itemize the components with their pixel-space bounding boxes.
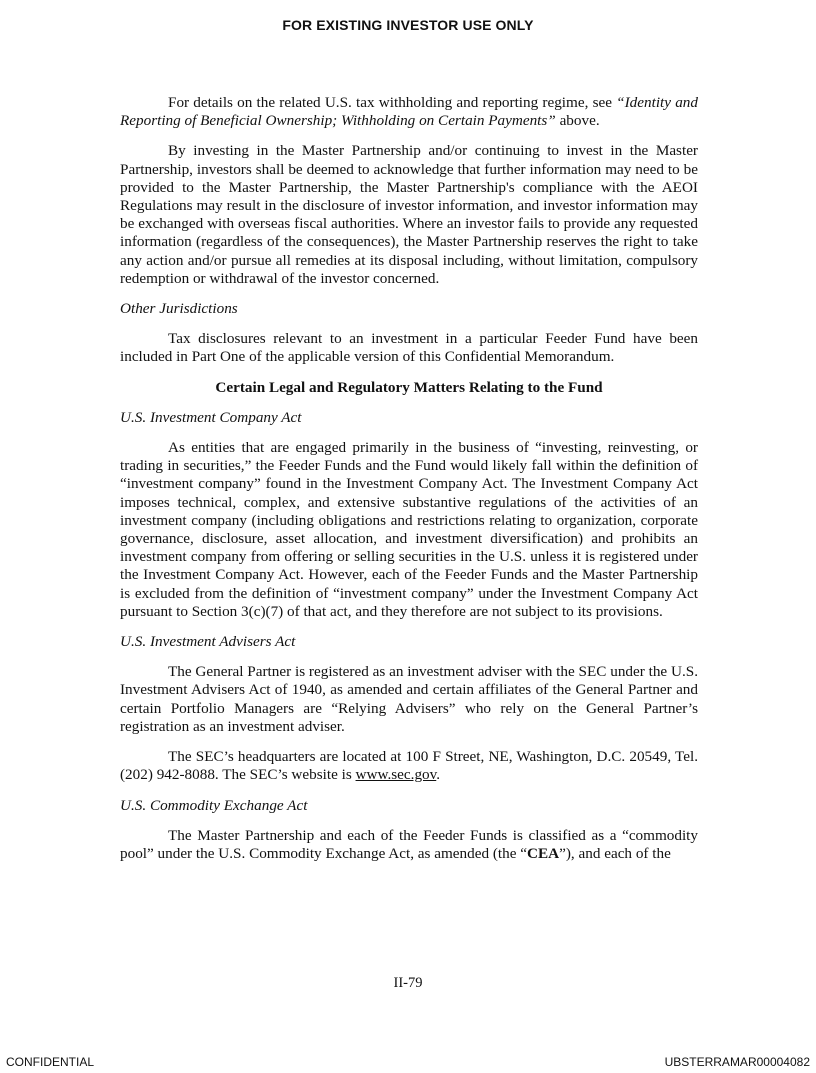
paragraph-investment-company-act: As entities that are engaged primarily in the business of “investing, reinvesting, or trading in securities,” the Feeder Funds and the Fund would likely fall within the definition of “investment company” found in the Investment Company Act. The Investment Company Act imposes technical, complex, and extensive substantive regulations of the activities of an investment company (including obligations and restrictions relating to organization, corporate governance, disclosure, asset allocation, and investment diversification) and prohibits an investment company from offering or selling securities in the U.S. unless it is registered under the Investment Company Act. However, each of the Feeder Funds and the Master Partnership is excluded from the definition of “investment company” under the Investment Company Act pursuant to Section 3(c)(7) of that act, and they therefore are not subject to its provisions.	[120, 439, 698, 620]
footer-bates-number: UBSTERRAMAR00004082	[664, 1055, 810, 1069]
paragraph-text: For details on the related U.S. tax withholding and reporting regime, see	[168, 94, 617, 111]
sec-website-link[interactable]: www.sec.gov	[355, 766, 437, 784]
document-body	[120, 94, 698, 875]
defined-term-cea: CEA	[527, 844, 560, 862]
paragraph-aeoi: By investing in the Master Partnership and/or continuing to invest in the Master Partnership, investors shall be deemed to acknowledge that further information may need to be provided to the Master Partnership, the Master Partnership's compliance with the AEOI Regulations may result in the disclosure of investor information, and investor information may be exchanged with overseas fiscal authorities. Where an investor fails to provide any requested information (regardless of the consequences), the Master Partnership reserves the right to take any action and/or pursue all remedies at its disposal including, without limitation, compulsory redemption or withdrawal of the investor concerned.	[120, 142, 698, 287]
paragraph-text: The SEC’s headquarters are located at 100 F Street, NE, Washington, D.C. 20549, Tel. (202) 942-8088. The SEC’s website is	[120, 748, 698, 784]
paragraph-text: .	[436, 766, 441, 784]
paragraph-sec-headquarters	[120, 748, 698, 784]
subheading-other-jurisdictions: Other Jurisdictions	[120, 300, 238, 318]
section-heading: Certain Legal and Regulatory Matters Relating to the Fund	[215, 378, 603, 396]
paragraph-tax-disclosures: Tax disclosures relevant to an investment in a particular Feeder Fund have been included in Part One of the applicable version of this Confidential Memorandum.	[120, 330, 698, 366]
page-number: II-79	[393, 975, 423, 991]
paragraph-commodity-exchange-act	[120, 827, 698, 863]
paragraph-text: above.	[555, 112, 600, 130]
subheading-commodity-exchange-act: U.S. Commodity Exchange Act	[120, 796, 308, 814]
cross-reference: “Identity and Reporting of Beneficial Ownership; Withholding on Certain Payments”	[120, 94, 698, 130]
paragraph-tax-withholding	[120, 94, 698, 130]
paragraph-investment-advisers-act: The General Partner is registered as an investment adviser with the SEC under the U.S. Investment Advisers Act of 1940, as amended and certain affiliates of the General Partner and certain Portfolio Managers are “Relying Advisers” who rely on the General Partner’s registration as an investment adviser.	[120, 663, 698, 735]
subheading-investment-advisers-act: U.S. Investment Advisers Act	[120, 633, 296, 651]
footer-confidential: CONFIDENTIAL	[6, 1055, 95, 1069]
subheading-investment-company-act: U.S. Investment Company Act	[120, 408, 302, 426]
page-header-title: FOR EXISTING INVESTOR USE ONLY	[282, 17, 534, 33]
paragraph-text: ”), and each of the	[559, 844, 671, 862]
paragraph-text: The Master Partnership and each of the Feeder Funds is classified as a “commodity pool” under the U.S. Commodity Exchange Act, as amended (the “	[120, 826, 698, 862]
